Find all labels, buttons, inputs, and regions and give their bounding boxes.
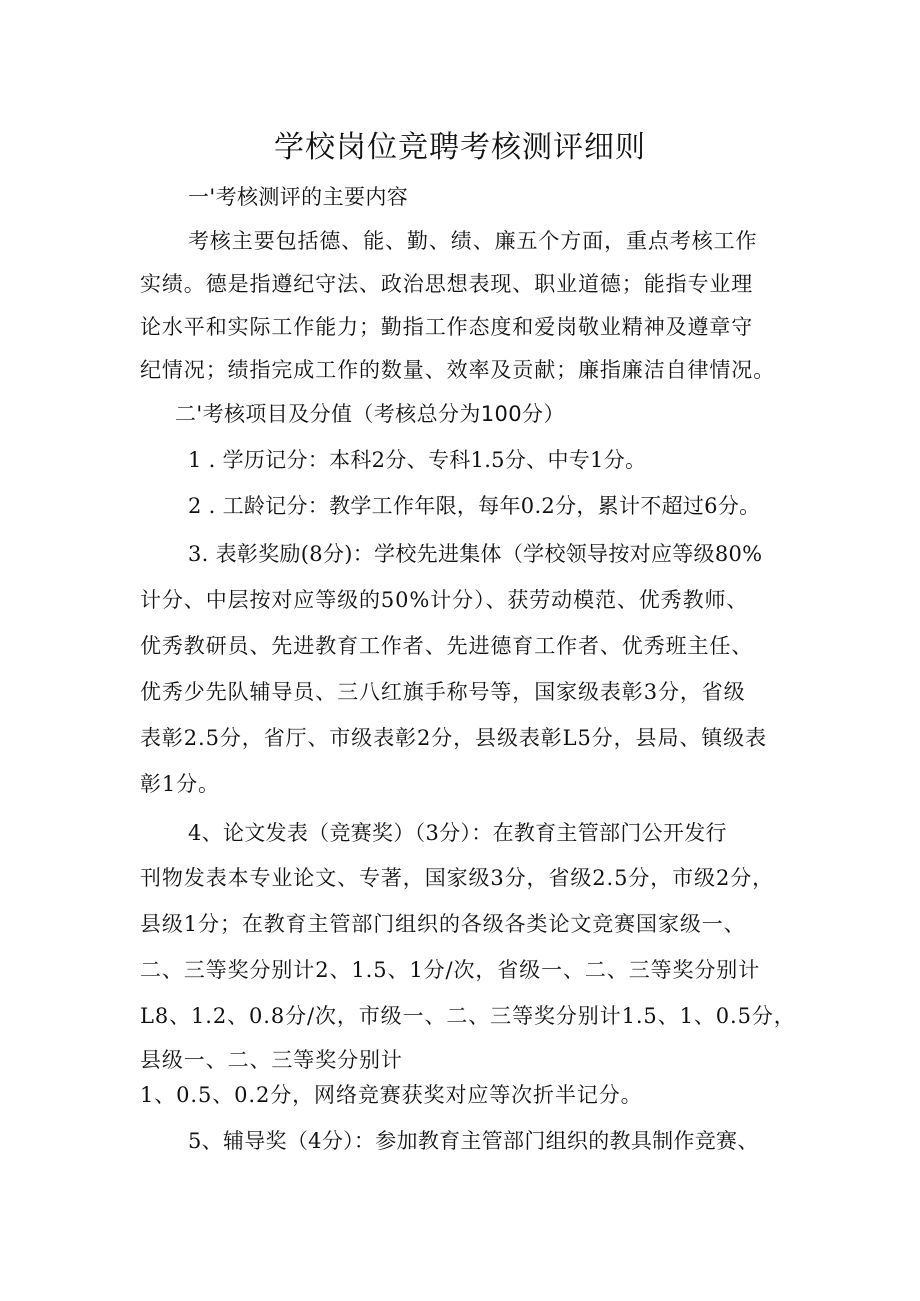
list-item-papers: 4、论文发表（竞赛奖）（3分）：在教育主管部门公开发行 [188,821,727,845]
paragraph-line: 刊物发表本专业论文、专著，国家级3分，省级2.5分，市级2分， [140,866,775,890]
paragraph-line: 纪情况；绩指完成工作的数量、效率及贡献；廉指廉洁自律情况。 [140,358,776,382]
list-item-tutoring: 5、辅导奖（4分）：参加教育主管部门组织的教具制作竞赛、 [188,1129,759,1153]
paragraph-line: 1、0.5、0.2分，网络竞赛获奖对应等次折半记分。 [140,1083,643,1107]
list-item-education: 1 . 学历记分：本科2分、专科1.5分、中专1分。 [188,448,647,472]
paragraph-line: 实绩。德是指遵纪守法、政治思想表现、职业道德；能指专业理 [140,272,754,296]
paragraph-line: 论水平和实际工作能力；勤指工作态度和爱岗敬业精神及遵章守 [140,315,754,339]
section-heading-1: 一'考核测评的主要内容 [188,185,409,209]
paragraph-line: 表彰2.5分，省厅、市级表彰2分，县级表彰L5分，县局、镇级表 [140,726,767,750]
paragraph-line: 优秀少先队辅导员、三八红旗手称号等，国家级表彰3分，省级 [140,680,746,704]
page-title: 学校岗位竞聘考核测评细则 [274,130,646,165]
paragraph-line: 考核主要包括德、能、勤、绩、廉五个方面，重点考核工作 [188,229,758,253]
paragraph-line: 县级一、二、三等奖分别计 [140,1048,403,1072]
paragraph-line: L8、1.2、0.8分/次，市级一、二、三等奖分别计1.5、1、0.5分， [140,1004,796,1028]
section-heading-2: 二'考核项目及分值（考核总分为100分） [175,402,565,426]
paragraph-line: 彰1分。 [140,772,220,796]
paragraph-line: 优秀教研员、先进教育工作者、先进德育工作者、优秀班主任、 [140,634,754,658]
paragraph-line: 县级1分；在教育主管部门组织的各级各类论文竞赛国家级一、 [140,912,746,936]
paragraph-line: 二、三等奖分别计2、1.5、1分/次，省级一、二、三等奖分别计 [140,958,761,982]
paragraph-line: 计分、中层按对应等级的50%计分）、获劳动模范、优秀教师、 [140,588,749,612]
list-item-seniority: 2 . 工龄记分：教学工作年限，每年0.2分，累计不超过6分。 [188,494,761,518]
list-item-awards: 3. 表彰奖励(8分)：学校先进集体（学校领导按对应等级80% [188,542,763,566]
